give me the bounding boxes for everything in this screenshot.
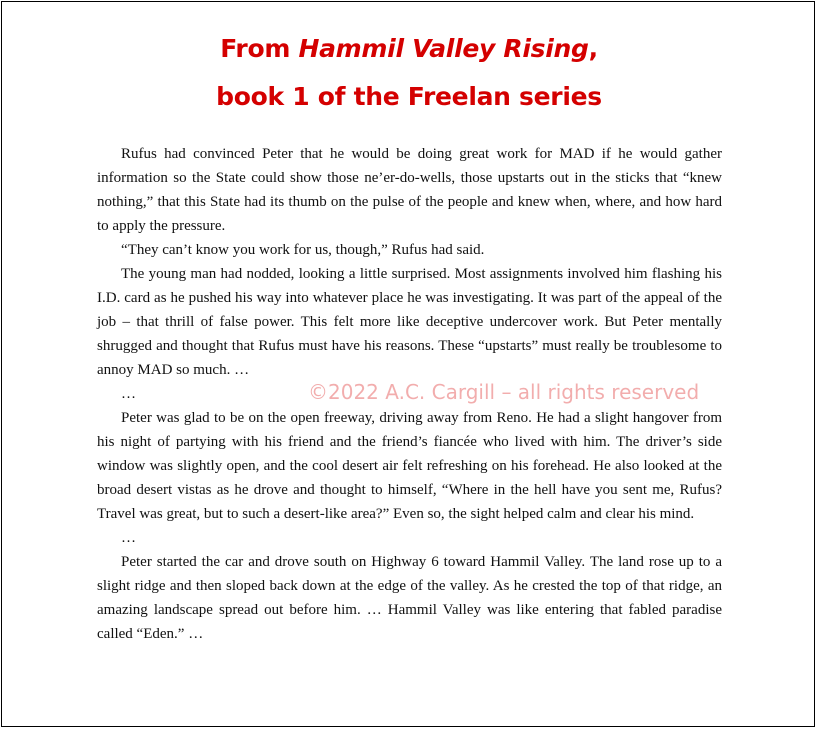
paragraph: Peter started the car and drove south on Highway 6 toward Hammil Valley. The land rose up to a slight ridge and then sloped back down at the edge of the valley. As he crested the top of that ridge, an amazing landscape spread out before him. … Hammil Valley was like entering that fabled paradise called “Eden.” … xyxy=(97,554,722,642)
ellipsis-separator: … xyxy=(121,386,136,402)
paragraph: “They can’t know you work for us, though,” Rufus had said. xyxy=(121,242,485,258)
book-title: Hammil Valley Rising xyxy=(298,34,589,63)
paragraph: Peter was glad to be on the open freeway, driving away from Reno. He had a slight hangover from his night of partying with his friend and the friend’s fiancée who lived with him. The driver’s side window was slightly open, and the cool desert air felt refreshing on his forehead. He also looked at the broad desert vistas as he drove and thought to himself, “Where in the hell have you sent me, Rufus? Travel was great, but to such a desert-like area?” Even so, the sight helped calm and clear his mind. xyxy=(97,410,722,522)
title-line-1 xyxy=(0,34,818,63)
paragraph: The young man had nodded, looking a little surprised. Most assignments involved him flashing his I.D. card as he pushed his way into whatever place he was investigating. It was part of the appeal of the job – that thrill of false power. This felt more like deceptive undercover work. But Peter mentally shrugged and thought that Rufus must have his reasons. These “upstarts” must really be troublesome to annoy MAD so much. … xyxy=(97,266,722,378)
title-prefix: From xyxy=(220,34,299,63)
paragraph: Rufus had convinced Peter that he would be doing great work for MAD if he would gather information so the State could show those ne’er-do-wells, those upstarts out in the sticks that “knew nothing,” that this State had its thumb on the pulse of the people and knew when, where, and how hard to apply the pressure. xyxy=(97,146,722,234)
title-line-2: book 1 of the Freelan series xyxy=(216,82,602,111)
ellipsis-separator: … xyxy=(121,530,136,546)
copyright-watermark: ©2022 A.C. Cargill – all rights reserved xyxy=(308,380,700,404)
title-suffix: , xyxy=(588,34,598,63)
